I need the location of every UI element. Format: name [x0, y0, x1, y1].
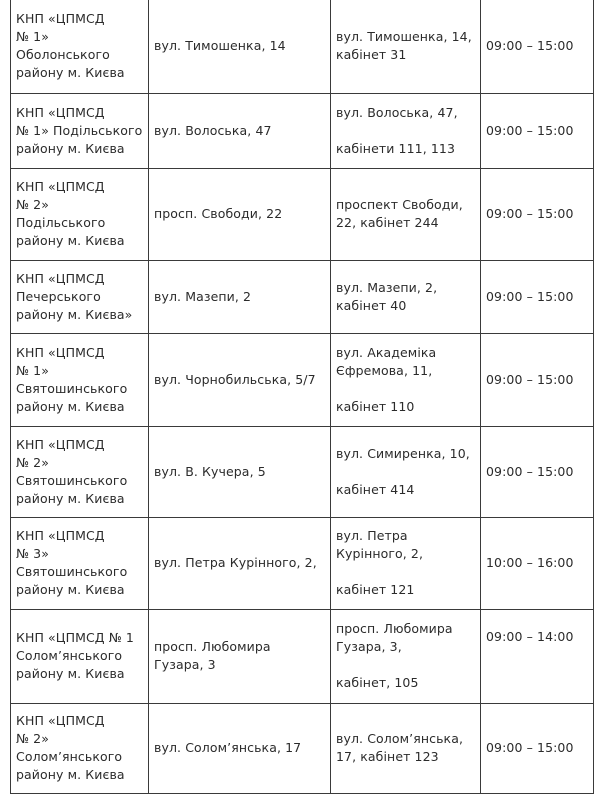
- room-cell: вул. Солом’янська, 17, кабінет 123: [331, 703, 481, 793]
- address-cell: просп. Любомира Гузара, 3: [149, 609, 331, 703]
- address-cell: вул. Чорнобильська, 5/7: [149, 333, 331, 426]
- institution-cell: КНП «ЦПМСД № 2» Подільського району м. Києва: [11, 168, 149, 260]
- institution-cell: КНП «ЦПМСД № 2» Солом’янського району м. Києва: [11, 703, 149, 793]
- institution-cell: КНП «ЦПМСД № 2» Святошинського району м. Києва: [11, 426, 149, 517]
- institution-cell: КНП «ЦПМСД Печерського району м. Києва»: [11, 260, 149, 333]
- hours-cell: 09:00 – 15:00: [481, 333, 594, 426]
- hours-cell: 09:00 – 15:00: [481, 168, 594, 260]
- hours-cell: 09:00 – 15:00: [481, 426, 594, 517]
- schedule-table: [10, 0, 594, 794]
- hours-cell: 09:00 – 14:00: [481, 609, 594, 703]
- room-cell: вул. Академіка Єфремова, 11, кабінет 110: [331, 333, 481, 426]
- room-cell: вул. Мазепи, 2, кабінет 40: [331, 260, 481, 333]
- hours-cell: 09:00 – 15:00: [481, 93, 594, 168]
- room-cell: проспект Свободи, 22, кабінет 244: [331, 168, 481, 260]
- hours-cell: 10:00 – 16:00: [481, 517, 594, 609]
- table-row: [11, 426, 594, 517]
- room-cell: просп. Любомира Гузара, 3, кабінет, 105: [331, 609, 481, 703]
- institution-cell: КНП «ЦПМСД № 1» Подільського району м. Києва: [11, 93, 149, 168]
- institution-cell: КНП «ЦПМСД № 1» Оболонського району м. Києва: [11, 0, 149, 93]
- address-cell: вул. Волоська, 47: [149, 93, 331, 168]
- table-row: [11, 260, 594, 333]
- room-cell: вул. Тимошенка, 14, кабінет 31: [331, 0, 481, 93]
- table-row: [11, 168, 594, 260]
- table-row: [11, 517, 594, 609]
- address-cell: вул. Мазепи, 2: [149, 260, 331, 333]
- table-row: [11, 703, 594, 793]
- address-cell: вул. Петра Курінного, 2,: [149, 517, 331, 609]
- table-row: [11, 93, 594, 168]
- institution-cell: КНП «ЦПМСД № 1 Солом’янського району м. Києва: [11, 609, 149, 703]
- institution-cell: КНП «ЦПМСД № 3» Святошинського району м. Києва: [11, 517, 149, 609]
- room-cell: вул. Петра Курінного, 2, кабінет 121: [331, 517, 481, 609]
- table-row: [11, 333, 594, 426]
- table-row: [11, 609, 594, 703]
- address-cell: вул. Тимошенка, 14: [149, 0, 331, 93]
- address-cell: вул. В. Кучера, 5: [149, 426, 331, 517]
- address-cell: вул. Солом’янська, 17: [149, 703, 331, 793]
- address-cell: просп. Свободи, 22: [149, 168, 331, 260]
- hours-cell: 09:00 – 15:00: [481, 0, 594, 93]
- hours-cell: 09:00 – 15:00: [481, 260, 594, 333]
- room-cell: вул. Симиренка, 10, кабінет 414: [331, 426, 481, 517]
- hours-cell: 09:00 – 15:00: [481, 703, 594, 793]
- room-cell: вул. Волоська, 47, кабінети 111, 113: [331, 93, 481, 168]
- institution-cell: КНП «ЦПМСД № 1» Святошинського району м. Києва: [11, 333, 149, 426]
- table-row: [11, 0, 594, 93]
